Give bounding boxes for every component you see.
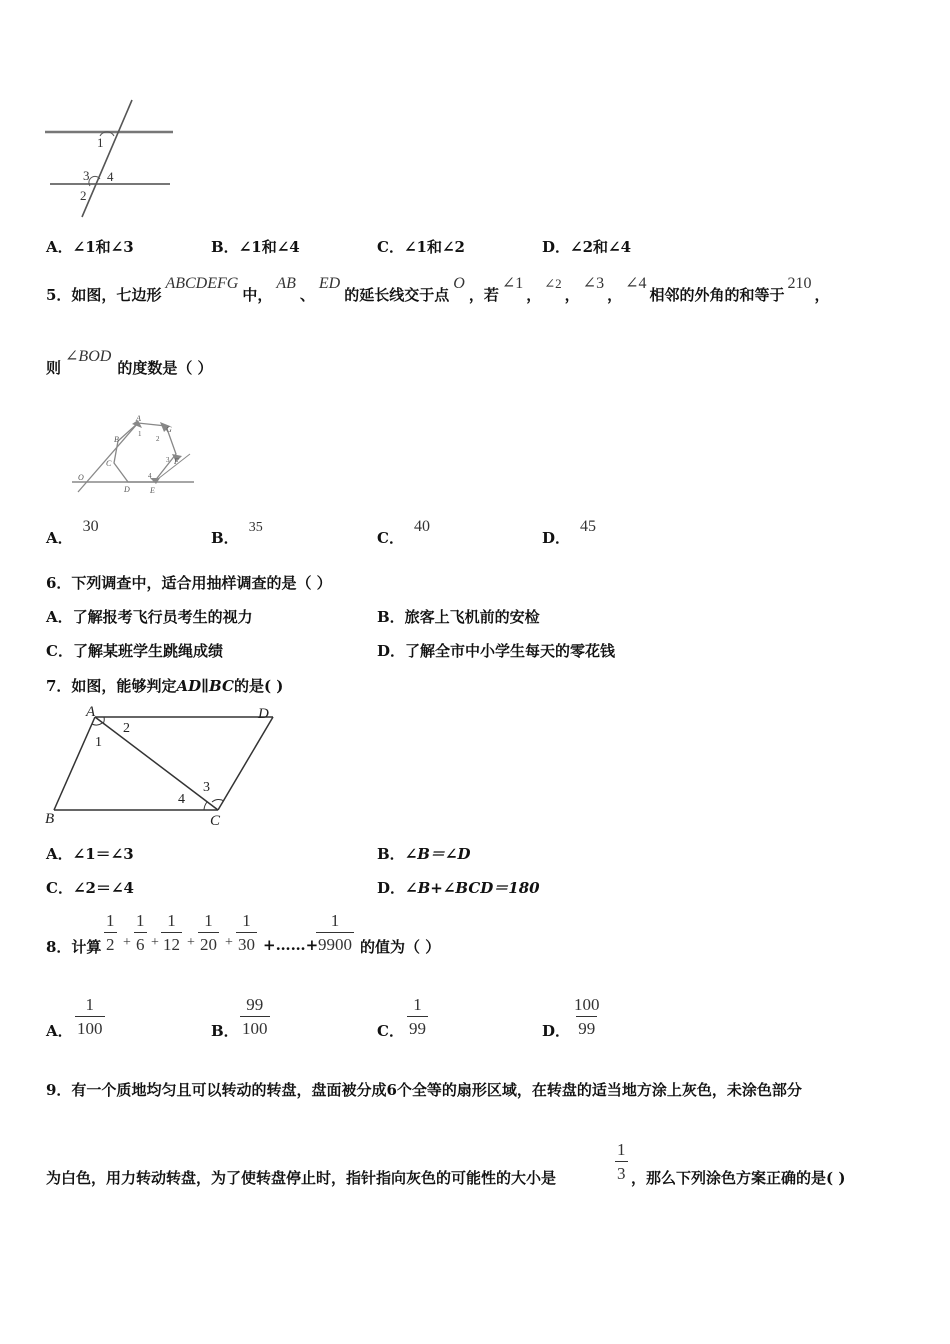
q5-option-a[interactable]: A．30 (46, 518, 99, 547)
q8-plus-2: + (151, 935, 159, 950)
q6-option-a[interactable]: A．了解报考飞行员考生的视力 (46, 608, 253, 626)
q5-stem-line1: 5．如图，七边形ABCDEFG中，AB、ED的延长线交于点O，若∠1，∠2，∠3，∠4相邻的外角的和等于210， (46, 275, 830, 304)
q9-stem-line1: 9．有一个质地均匀且可以转动的转盘，盘面被分成6个全等的扇形区域，在转盘的适当地方涂上灰色，未涂色部分 (46, 1081, 802, 1099)
q8-option-d-frac[interactable]: $\frac{100}{99}$ (574, 995, 600, 1038)
q9-stem-line2a: 为白色，用力转动转盘，为了使转盘停止时，指针指向灰色的可能性的大小是 (46, 1169, 557, 1187)
q7-stem: 7．如图，能够判定AD∥BC的是( ) (46, 677, 284, 695)
q7-fig-label-3: 3 (203, 780, 210, 795)
q6-stem: 6．下列调查中，适合用抽样调查的是（ ） (46, 574, 332, 592)
q7-option-a[interactable]: A．∠1＝∠3 (46, 845, 134, 863)
q7-option-c[interactable]: C．∠2＝∠4 (46, 879, 134, 897)
q5-fig-label-g: G (166, 425, 172, 434)
q5-option-b[interactable]: B．35 (211, 520, 263, 547)
q8-option-a-frac[interactable]: $\frac{1}{100}$ (77, 995, 103, 1038)
q8-frac-5: $\frac{1}{30}$ (238, 911, 255, 954)
q9-stem-line2b: ，那么下列涂色方案正确的是( ) (631, 1169, 846, 1187)
q5-fig-label-e: E (150, 486, 155, 495)
q8-option-b-frac[interactable]: $\frac{99}{100}$ (242, 995, 268, 1038)
q7-fig-label-a: A (86, 704, 96, 720)
q5-fig-label-4: 4 (148, 472, 152, 480)
q8-frac-4: $\frac{1}{20}$ (200, 911, 217, 954)
q7-fig-label-2: 2 (123, 721, 130, 736)
q6-option-b[interactable]: B．旅客上飞机前的安检 (377, 608, 540, 626)
q5-fig-label-a: A (136, 414, 141, 423)
q8-option-b-letter[interactable]: B． (211, 1022, 239, 1040)
q4-option-a[interactable]: A．∠1和∠3 (46, 238, 134, 256)
q5-fig-label-f: F (174, 457, 179, 466)
q8-plus-4: + (225, 935, 233, 950)
q7-fig-label-4: 4 (178, 792, 185, 807)
q4-option-d[interactable]: D．∠2和∠4 (542, 238, 632, 256)
q5-fig-label-b: B (114, 435, 119, 444)
q8-ellipsis: +……+ (263, 936, 319, 954)
q5-fig-label-c: C (106, 459, 112, 468)
q5-fig-label-2: 2 (156, 435, 160, 443)
q7-fig-label-1: 1 (95, 735, 102, 750)
q5-option-d[interactable]: D．45 (542, 518, 597, 547)
q8-prefix: 8．计算 (46, 938, 102, 956)
q6-option-d[interactable]: D．了解全市中小学生每天的零花钱 (377, 642, 616, 660)
q7-fig-label-d: D (258, 706, 269, 722)
q8-option-a-letter[interactable]: A． (46, 1022, 73, 1040)
q4-fig-label-3: 3 (83, 168, 90, 183)
q8-frac-2: $\frac{1}{6}$ (136, 911, 145, 954)
q8-plus-1: + (123, 935, 131, 950)
q5-fig-label-o: O (78, 473, 84, 482)
q8-frac-1: $\frac{1}{2}$ (106, 911, 115, 954)
q7-option-d[interactable]: D．∠B+∠BCD＝180 (377, 879, 540, 897)
q4-option-c[interactable]: C．∠1和∠2 (377, 238, 465, 256)
q6-option-c[interactable]: C．了解某班学生跳绳成绩 (46, 642, 223, 660)
q8-frac-3: $\frac{1}{12}$ (163, 911, 180, 954)
q7-option-b[interactable]: B．∠B＝∠D (377, 845, 471, 863)
q5-stem-line2: 则∠BOD的度数是（ ） (46, 348, 213, 377)
q4-option-b[interactable]: B．∠1和∠4 (211, 238, 300, 256)
q7-fig-label-c: C (210, 813, 221, 829)
q4-figure (40, 95, 185, 225)
q7-figure (40, 700, 280, 832)
q8-option-d-letter[interactable]: D． (542, 1022, 571, 1040)
q5-figure (68, 408, 198, 500)
q5-option-c[interactable]: C．40 (377, 518, 430, 547)
q5-fig-label-1: 1 (138, 430, 142, 438)
q8-option-c-frac[interactable]: $\frac{1}{99}$ (409, 995, 426, 1038)
q4-fig-label-4: 4 (107, 169, 114, 184)
q8-plus-3: + (187, 935, 195, 950)
q4-fig-label-2: 2 (80, 188, 87, 203)
q7-fig-label-b: B (45, 811, 55, 827)
q5-fig-label-d: D (124, 485, 130, 494)
q9-frac: $\frac{1}{3}$ (617, 1140, 626, 1183)
q8-option-c-letter[interactable]: C． (377, 1022, 404, 1040)
q5-fig-label-3: 3 (166, 456, 170, 464)
q4-fig-label-1: 1 (97, 135, 104, 150)
q8-frac-6: $\frac{1}{9900}$ (318, 911, 352, 954)
q8-suffix: 的值为（ ） (360, 938, 441, 956)
